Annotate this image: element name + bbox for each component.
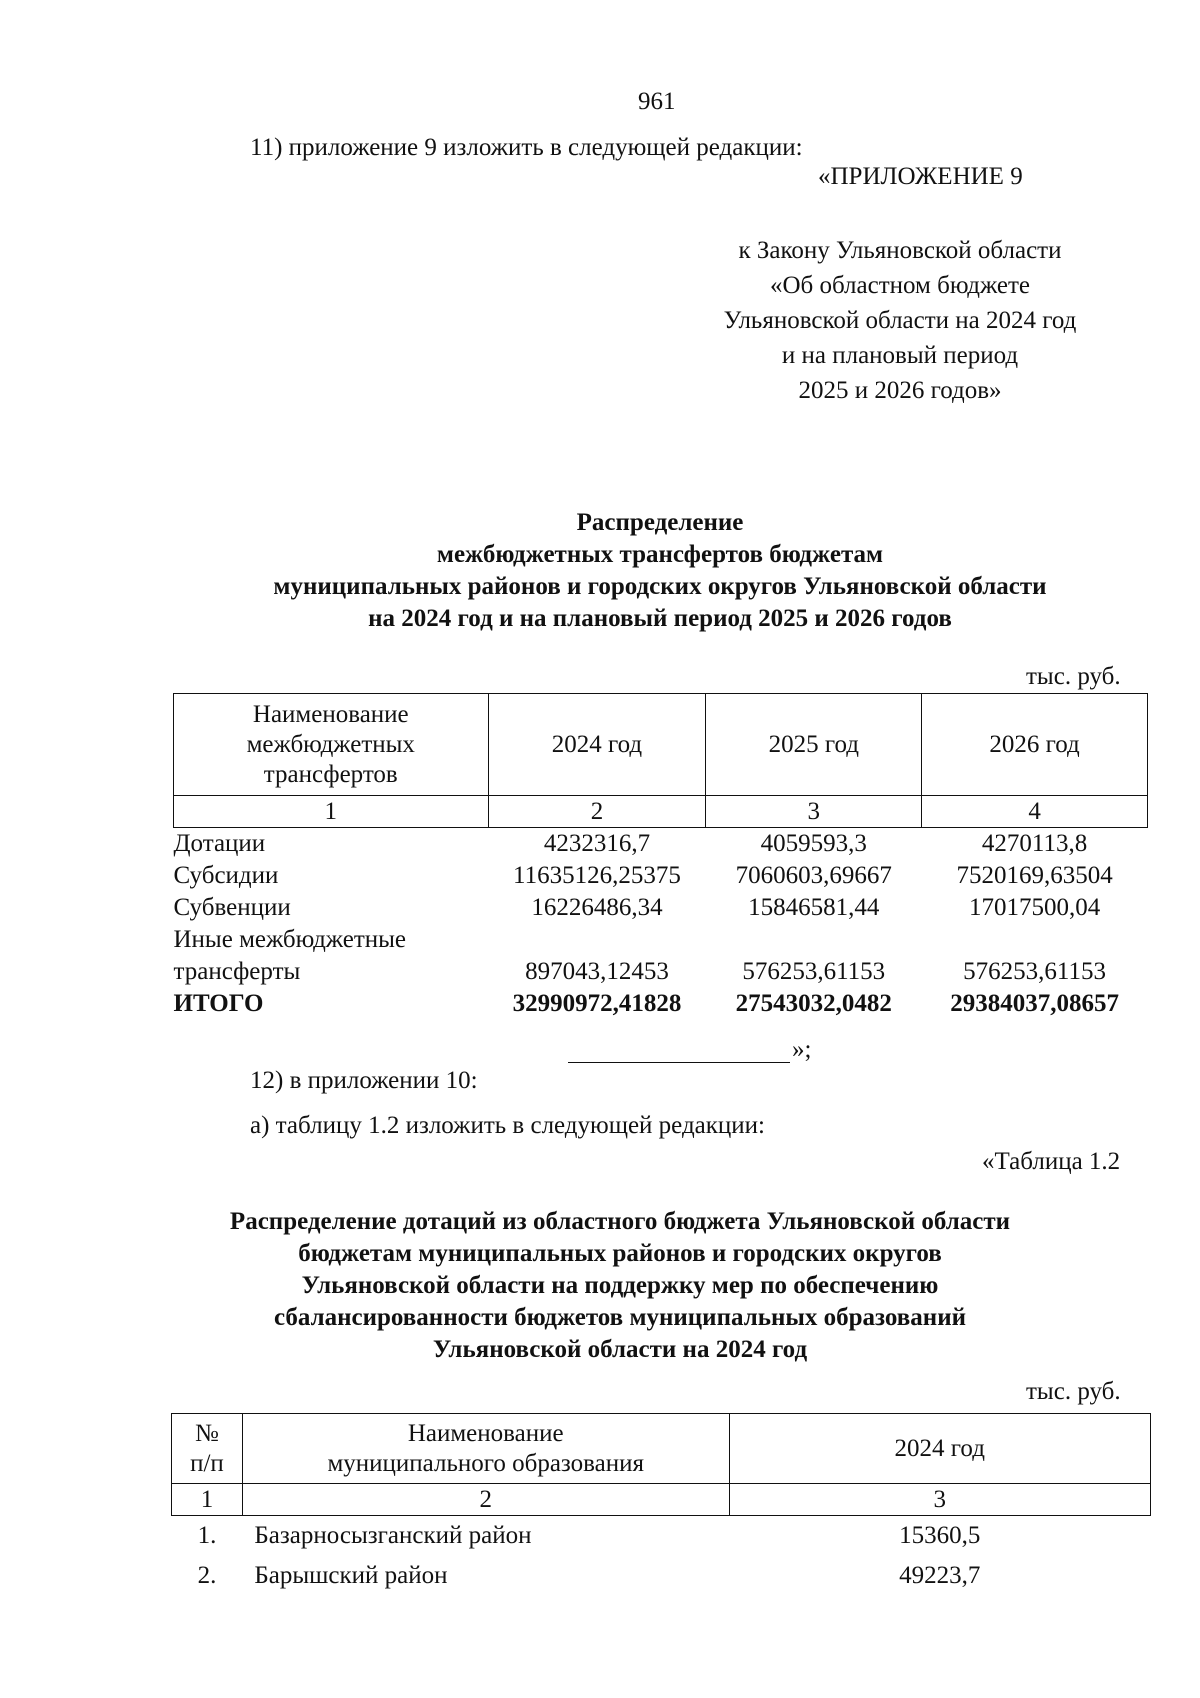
value-2024: 897043,12453 bbox=[525, 958, 669, 985]
value-2026: 7520169,63504 bbox=[956, 862, 1113, 889]
header-2025: 2025 год bbox=[706, 694, 922, 796]
value-2024 bbox=[488, 924, 706, 956]
header-2024: 2024 год bbox=[488, 694, 706, 796]
table2-title bbox=[80, 1206, 1160, 1366]
total-2026: 29384037,08657 bbox=[950, 990, 1119, 1017]
header-name bbox=[242, 1414, 729, 1484]
value-2026: 576253,61153 bbox=[963, 958, 1106, 985]
value-2025 bbox=[706, 924, 922, 956]
item-11: 11) приложение 9 изложить в следующей редакции: bbox=[250, 134, 803, 161]
row-name: Субвенции bbox=[173, 894, 291, 921]
column-number: 2 bbox=[242, 1484, 729, 1516]
row-value: 49223,7 bbox=[899, 1562, 981, 1589]
units-label: тыс. руб. bbox=[1026, 1378, 1121, 1405]
subsidies-table bbox=[171, 1413, 1151, 1596]
appendix-ref-line: Ульяновской области на 2024 год bbox=[723, 307, 1077, 334]
header-number-line: п/п bbox=[190, 1449, 224, 1477]
title-line: сбалансированности бюджетов муниципальных образований bbox=[273, 1304, 967, 1331]
row-name: Субсидии bbox=[173, 862, 279, 889]
total-row bbox=[174, 988, 1148, 1020]
header-2024: 2024 год bbox=[729, 1414, 1151, 1484]
value-2024: 16226486,34 bbox=[531, 894, 663, 921]
units-label: тыс. руб. bbox=[1026, 663, 1121, 690]
appendix-ref-line: 2025 и 2026 годов» bbox=[798, 377, 1002, 404]
item-12a: а) таблицу 1.2 изложить в следующей редакции: bbox=[250, 1112, 765, 1139]
total-2024: 32990972,41828 bbox=[512, 990, 682, 1017]
row-name: Базарносызганский район bbox=[254, 1522, 532, 1549]
title-line: Ульяновской области на поддержку мер по обеспечению bbox=[301, 1272, 939, 1299]
header-number bbox=[172, 1414, 243, 1484]
table1-title bbox=[120, 507, 1200, 635]
value-2025: 576253,61153 bbox=[742, 958, 886, 985]
column-number: 3 bbox=[706, 796, 922, 828]
title-line: межбюджетных трансфертов бюджетам bbox=[436, 541, 884, 568]
value-2025: 15846581,44 bbox=[748, 894, 880, 921]
table-row bbox=[174, 828, 1148, 861]
appendix-heading: «ПРИЛОЖЕНИЕ 9 bbox=[818, 163, 1023, 190]
row-value: 15360,5 bbox=[899, 1522, 981, 1549]
table1-end-line bbox=[568, 1062, 790, 1063]
table-row bbox=[174, 956, 1148, 988]
column-number-row bbox=[172, 1484, 1151, 1516]
title-line: Распределение дотаций из областного бюджета Ульяновской области bbox=[229, 1208, 1011, 1235]
value-2024: 11635126,25375 bbox=[513, 862, 681, 889]
header-name-line: муниципального образования bbox=[327, 1449, 644, 1477]
header-name-line: межбюджетных bbox=[246, 730, 415, 758]
header-name bbox=[174, 694, 489, 796]
appendix-ref-line: и на плановый период bbox=[781, 342, 1019, 369]
table-row bbox=[172, 1556, 1151, 1596]
value-2026 bbox=[922, 924, 1148, 956]
table1-end-mark: »; bbox=[792, 1036, 812, 1063]
value-2025: 4059593,3 bbox=[760, 830, 867, 857]
row-number: 2. bbox=[197, 1562, 217, 1589]
value-2026: 4270113,8 bbox=[981, 830, 1088, 857]
header-name-line: трансфертов bbox=[263, 760, 398, 788]
table-header-row bbox=[174, 694, 1148, 796]
total-2025: 27543032,0482 bbox=[735, 990, 892, 1017]
column-number-row bbox=[174, 796, 1148, 828]
title-line: бюджетам муниципальных районов и городских округов bbox=[298, 1240, 942, 1267]
total-label: ИТОГО bbox=[173, 990, 264, 1017]
value-2025: 7060603,69667 bbox=[735, 862, 892, 889]
appendix-ref-line: к Закону Ульяновской области bbox=[738, 237, 1062, 264]
table-row bbox=[174, 892, 1148, 924]
column-number: 1 bbox=[172, 1484, 243, 1516]
title-line: на 2024 год и на плановый период 2025 и 2026 годов bbox=[368, 605, 952, 632]
row-number: 1. bbox=[197, 1522, 217, 1549]
table-row bbox=[172, 1516, 1151, 1557]
item-12: 12) в приложении 10: bbox=[250, 1067, 478, 1094]
transfers-table bbox=[173, 693, 1148, 1020]
appendix-reference bbox=[680, 233, 1120, 408]
title-line: Распределение bbox=[576, 509, 744, 536]
header-2026: 2026 год bbox=[922, 694, 1148, 796]
title-line: Ульяновской области на 2024 год bbox=[432, 1336, 808, 1363]
row-name: Дотации bbox=[173, 830, 266, 857]
page-number: 961 bbox=[638, 88, 676, 115]
header-name-line: Наименование bbox=[407, 1419, 564, 1447]
title-line: муниципальных районов и городских округов Ульяновской области bbox=[273, 573, 1047, 600]
header-number-line: № bbox=[195, 1419, 219, 1447]
header-name-line: Наименование bbox=[252, 700, 409, 728]
table-row bbox=[174, 924, 1148, 956]
row-name: Барышский район bbox=[254, 1562, 448, 1589]
appendix-ref-line: «Об областном бюджете bbox=[769, 272, 1031, 299]
column-number: 1 bbox=[174, 796, 489, 828]
value-2026: 17017500,04 bbox=[968, 894, 1101, 921]
column-number: 2 bbox=[488, 796, 706, 828]
table-label: «Таблица 1.2 bbox=[982, 1148, 1121, 1175]
table-row bbox=[174, 860, 1148, 892]
row-name: трансферты bbox=[173, 958, 301, 985]
value-2024: 4232316,7 bbox=[543, 830, 651, 857]
row-name: Иные межбюджетные bbox=[173, 926, 407, 953]
column-number: 4 bbox=[922, 796, 1148, 828]
table-header-row bbox=[172, 1414, 1151, 1484]
column-number: 3 bbox=[729, 1484, 1151, 1516]
